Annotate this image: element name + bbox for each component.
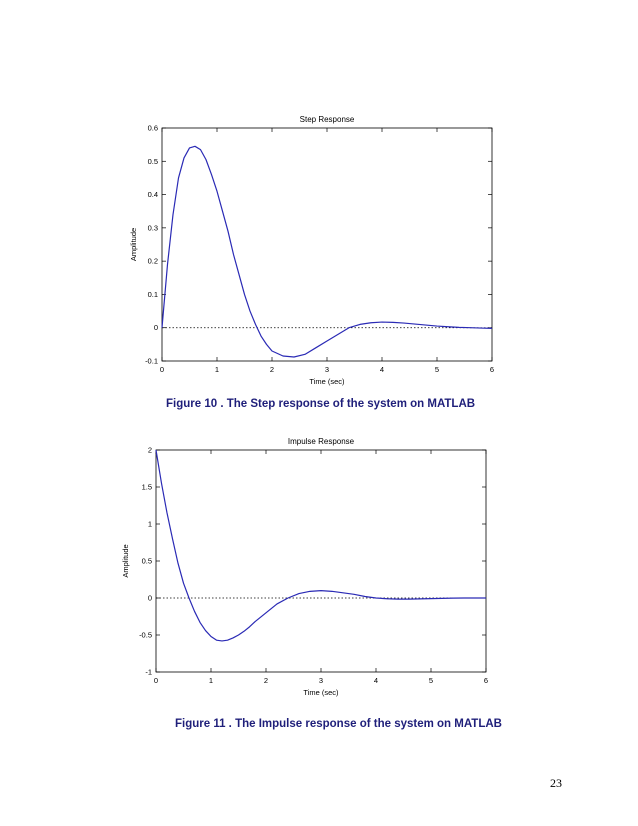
- y-tick-label: 0.1: [147, 289, 158, 299]
- impulse-response-chart: [116, 432, 498, 700]
- chart-title: Step Response: [299, 115, 355, 124]
- x-tick-label: 5: [434, 365, 440, 374]
- y-tick-label: 0.5: [141, 556, 152, 566]
- y-tick-label: 0.3: [147, 223, 158, 233]
- page-number: 23: [550, 776, 562, 790]
- x-tick-label: 1: [214, 365, 220, 374]
- x-axis-label: Time (sec): [309, 377, 345, 386]
- impulse-figure-caption: Figure 11 . The Impulse response of the system on MATLAB: [175, 718, 502, 730]
- x-tick-label: 0: [153, 676, 159, 685]
- y-tick-label: 0.4: [147, 190, 158, 200]
- y-tick-label: 1.5: [141, 482, 152, 492]
- x-tick-label: 6: [483, 676, 489, 685]
- y-tick-label: 0: [147, 593, 152, 603]
- y-tick-label: 1: [147, 519, 152, 529]
- plot-frame: [156, 450, 486, 672]
- x-tick-label: 4: [379, 365, 385, 374]
- y-tick-label: 0.2: [147, 256, 158, 266]
- x-tick-label: 3: [318, 676, 324, 685]
- y-tick-label: 0.5: [147, 156, 158, 166]
- step-response-svg: [124, 108, 506, 392]
- y-tick-label: -0.1: [145, 356, 158, 366]
- y-tick-label: 0: [153, 323, 158, 333]
- x-tick-label: 0: [159, 365, 165, 374]
- y-tick-label: 2: [147, 445, 152, 455]
- chart-title: Impulse Response: [287, 437, 355, 446]
- y-tick-label: -0.5: [139, 630, 152, 640]
- x-tick-label: 4: [373, 676, 379, 685]
- x-tick-label: 2: [263, 676, 269, 685]
- x-tick-label: 1: [208, 676, 214, 685]
- x-tick-label: 3: [324, 365, 330, 374]
- y-axis-label: Amplitude: [121, 544, 130, 578]
- x-axis-label: Time (sec): [303, 688, 339, 697]
- impulse-response-svg: [116, 432, 498, 700]
- y-axis-label: Amplitude: [129, 227, 138, 262]
- y-tick-label: -1: [145, 667, 152, 677]
- x-tick-label: 6: [489, 365, 495, 374]
- step-figure-caption: Figure 10 . The Step response of the system on MATLAB: [166, 398, 476, 410]
- x-tick-label: 5: [428, 676, 434, 685]
- x-tick-label: 2: [269, 365, 275, 374]
- y-tick-label: 0.6: [147, 123, 158, 133]
- step-response-chart: [124, 108, 506, 392]
